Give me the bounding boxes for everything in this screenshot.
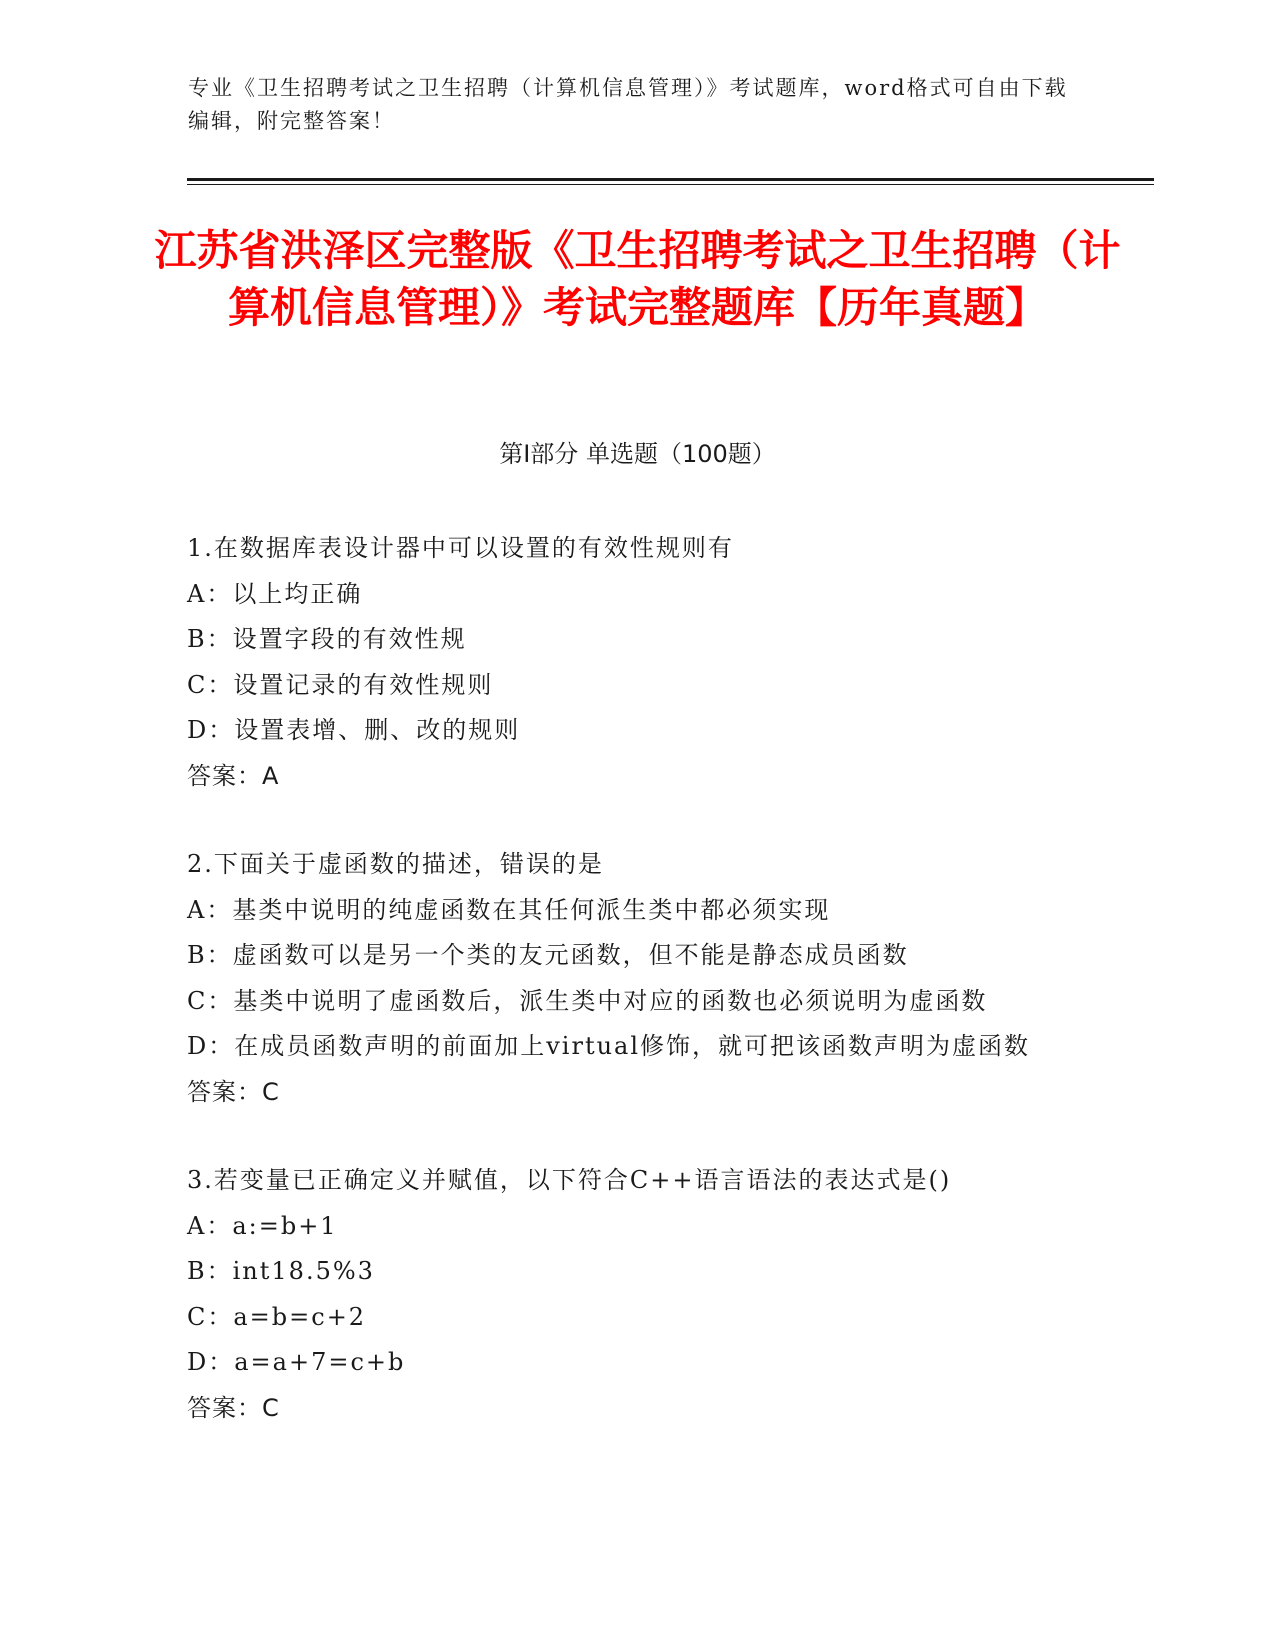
option-d: D：设置表增、删、改的规则: [187, 716, 521, 744]
option-a: A：a:=b+1: [187, 1211, 338, 1240]
question-3: [187, 1158, 1087, 1431]
option-d: D：a=a+7=c+b: [187, 1348, 406, 1376]
document-title: 江苏省洪泽区完整版《卫生招聘考试之卫生招聘（计算机信息管理）》考试完整题库【历年真题】: [154, 226, 1121, 332]
option-b: B：设置字段的有效性规: [187, 625, 467, 653]
question-1: [187, 526, 1087, 799]
answer-line: 答案：C: [187, 1393, 280, 1422]
option-d: D：在成员函数声明的前面加上virtual修饰，就可把该函数声明为虚函数: [187, 1032, 1031, 1060]
answer-line: 答案：C: [187, 1077, 280, 1106]
option-c: C：基类中说明了虚函数后，派生类中对应的函数也必须说明为虚函数: [187, 986, 988, 1015]
option-b: B：int18.5%3: [187, 1257, 375, 1285]
question-stem: 2.下面关于虚函数的描述，错误的是: [187, 850, 604, 878]
question-stem: 1.在数据库表设计器中可以设置的有效性规则有: [187, 534, 734, 562]
option-a: A：以上均正确: [187, 579, 363, 608]
option-b: B：虚函数可以是另一个类的友元函数，但不能是静态成员函数: [187, 941, 909, 969]
option-c: C：设置记录的有效性规则: [187, 670, 494, 699]
question-list: [187, 526, 1087, 1474]
answer-line: 答案：A: [187, 761, 280, 790]
header-divider-thin: [187, 184, 1154, 185]
option-a: A：基类中说明的纯虚函数在其任何派生类中都必须实现: [187, 895, 831, 924]
header-note: 专业《卫生招聘考试之卫生招聘（计算机信息管理）》考试题库，word格式可自由下载编辑，附完整答案！: [188, 76, 1068, 133]
header-divider-thick: [187, 178, 1154, 181]
option-c: C：a=b=c+2: [187, 1302, 367, 1331]
question-stem: 3.若变量已正确定义并赋值，以下符合C++语言语法的表达式是(): [187, 1166, 952, 1194]
question-2: [187, 842, 1087, 1115]
section-title: 第Ⅰ部分 单选题（100题）: [499, 440, 776, 468]
